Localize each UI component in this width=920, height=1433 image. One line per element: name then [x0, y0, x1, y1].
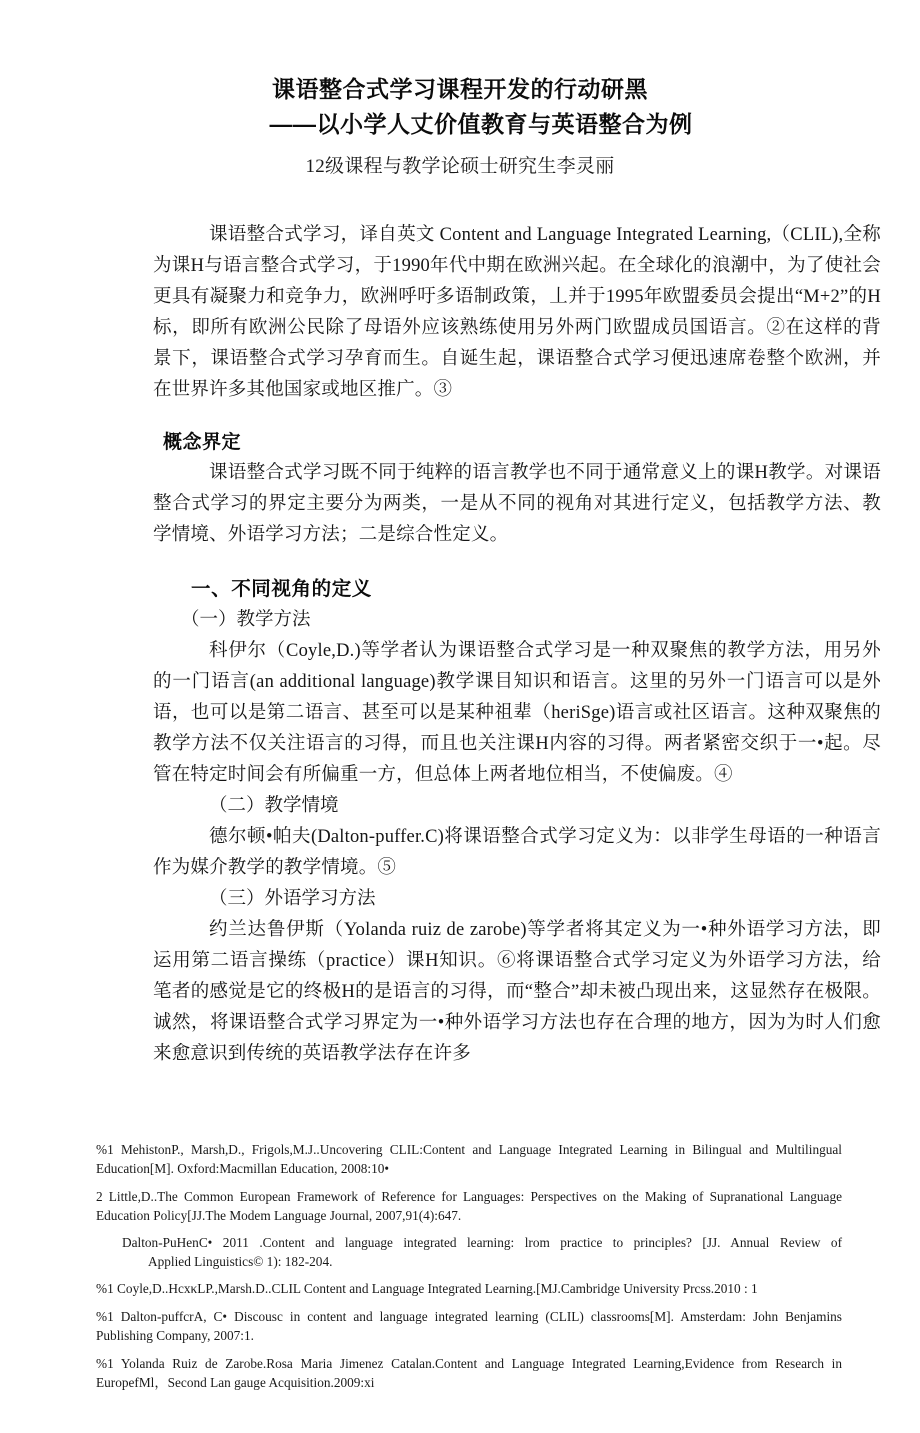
footnote-line: Applied Linguistics© 1): 182-204. — [148, 1254, 333, 1270]
footnote-item: %1 MehistonP., Marsh,D., Frigols,M.J..Uncovering CLIL:Content and Language Integrated Learning in Bilingual and Multilingual Education[M]. Oxford:Macmillan Education, 2008:10• — [96, 1142, 842, 1177]
footnote-item: 2 Little,D..The Common European Framework of Reference for Languages: Perspectives on the Making of Supranational Language Education Policy[JJ.The Modem Language Journal, 2007,91(4):647. — [96, 1188, 842, 1224]
footnotes-section — [96, 1140, 842, 1392]
subsection-c-paragraph: 约兰达鲁伊斯（Yolanda ruiz de zarobe)等学者将其定义为一•种外语学习方法，即运用第二语言操练（practice）课H知识。⑥将课语整合式学习定义为外语学习方法，给笔者的感觉是它的终极H的是语言的习得，而“整合”却未被凸现出来，这显然存在极限。诚然，将课语整合式学习界定为一•种外语学习方法也存在合理的地方，因为为时人们愈来愈意识到传统的英语教学法存在许多 — [153, 920, 881, 1065]
spacer — [0, 178, 920, 210]
page-subtitle: ——以小学人丈价值教育与英语整合为例 — [269, 110, 693, 137]
subsection-heading-c: （三）外语学习方法 — [209, 889, 376, 910]
spacer — [153, 406, 881, 428]
subsection-b-paragraph: 德尔顿•帕夫(Dalton-puffer.C)将课语整合式学习定义为：以非学生母语的一种语言作为媒介教学的教学情境。⑤ — [153, 827, 881, 879]
subsection-heading-a: （一）教学方法 — [181, 610, 311, 631]
subsection-a-paragraph: 科伊尔（Coyle,D.)等学者认为课语整合式学习是一种双聚焦的教学方法，用另外的一门语言(an additional language)教学课目知识和语言。这里的另外一门语言可以是外语，也可以是第二语言、甚至可以是某种祖辈（heriSge)语言或社区语言。这种双聚焦的教学方法不仅关注语言的习得，而且也关注课H内容的习得。两者紧密交织于一•起。尽管在特定时间会有所偏重一方，但总体上两者地位相当，不使偏废。④ — [153, 641, 881, 786]
page-title: 课语整合式学习课程开发的行动研黑 — [272, 76, 648, 102]
body-content — [49, 220, 881, 1070]
section-heading-one: 一、不同视角的定义 — [191, 578, 372, 601]
footnote-line: Dalton-PuHenC• 2011 .Content and language integrated learning: lrom practice to principles? [JJ. Annual Review of — [122, 1234, 842, 1250]
footnote-item: %1 Yolanda Ruiz de Zarobe.Rosa Maria Jimenez Catalan.Content and Language Integrated Learning,Evidence from Research in EuropefMl，Second Lan gauge Acquisition.2009:xi — [96, 1355, 842, 1391]
document-page — [0, 72, 920, 1433]
footnote-item: %1 Coyle,D..HcxκLP.,Marsh.D..CLIL Content and Language Integrated Learning.[MJ.Cambridge University Prcss.2010 : 1 — [96, 1281, 758, 1297]
footnote-item: %1 Dalton-puffcrA, C• Discousc in content and language integrated learning (CLIL) classrooms[M]. Amsterdam: John Benjamins Publishing Company, 2007:1. — [96, 1308, 842, 1344]
spacer — [153, 551, 881, 573]
section-heading-concept: 概念界定 — [163, 432, 242, 454]
spacer — [0, 210, 920, 220]
footnote-item — [96, 1233, 842, 1272]
section-concept-paragraph: 课语整合式学习既不同于纯粹的语言教学也不同于通常意义上的课H教学。对课语整合式学习的界定主要分为两类，一是从不同的视角对其进行定义，包括教学方法、教学情境、外语学习方法；二是综合性定义。 — [153, 463, 881, 546]
intro-paragraph: 课语整合式学习，译自英文 Content and Language Integrated Learning,（CLIL),全称为课H与语言整合式学习，于1990年代中期在欧洲兴起。在全球化的浪潮中，为了使社会更具有凝聚力和竞争力，欧洲呼吁多语制政策，丄并于1995年欧盟委员会提出“M+2”的H标，即所有欧洲公民除了母语外应该熟练使用另外两门欧盟成员国语言。②在这样的背景下，课语整合式学习孕育而生。自诞生起，课语整合式学习便迅速席卷整个欧洲，并在世界许多其他国家或地区推广。③ — [153, 225, 881, 401]
byline: 12级课程与教学论硕士研究生李灵丽 — [305, 156, 615, 178]
title-block — [0, 72, 920, 178]
subsection-heading-b: （二）教学情境 — [209, 796, 339, 817]
